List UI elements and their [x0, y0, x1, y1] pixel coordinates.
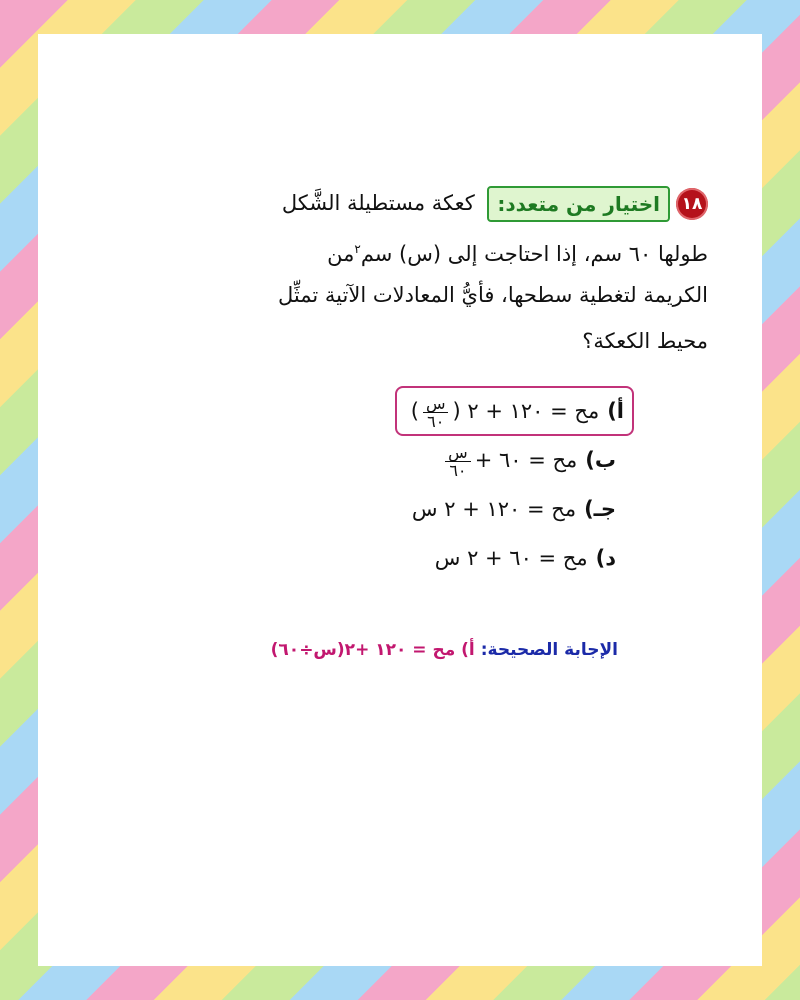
option-letter: ب) — [585, 448, 616, 472]
question-line-1 — [188, 180, 708, 226]
option-text: مح = ٦٠ + ٢ س — [434, 546, 588, 570]
question-line-2 — [188, 226, 708, 272]
question-text-2a: طولها ٦٠ سم، إذا احتاجت إلى (س) سم — [360, 242, 708, 266]
answer-value: أ) مح = ١٢٠ +٢(س÷٦٠) — [270, 640, 475, 660]
option-b[interactable] — [395, 436, 624, 485]
correct-answer — [271, 640, 618, 660]
option-text-tail: ) — [410, 399, 419, 423]
options-list — [395, 386, 624, 583]
fraction-denominator: ٦٠ — [449, 460, 467, 480]
question-text-1: كعكة مستطيلة الشَّكل — [281, 191, 475, 215]
answer-label: الإجابة الصحيحة: — [480, 640, 618, 660]
question-type-tag: اختيار من متعدد: — [487, 186, 670, 222]
option-d[interactable] — [395, 534, 624, 583]
question-line-4: محيط الكعكة؟ — [582, 329, 708, 353]
question-block — [188, 180, 708, 364]
option-letter: د) — [595, 546, 616, 570]
fraction-numerator: س — [445, 444, 471, 462]
superscript-two: ٢ — [354, 242, 361, 256]
fraction-numerator: س — [423, 395, 449, 413]
fraction-denominator: ٦٠ — [427, 411, 445, 431]
fraction — [423, 395, 449, 430]
option-c[interactable] — [395, 485, 624, 534]
option-a[interactable] — [395, 386, 634, 436]
option-text: مح = ١٢٠ + ٢ س — [411, 497, 577, 521]
question-line-3: الكريمة لتغطية سطحها، فأيُّ المعادلات الآتية تمثِّل — [278, 283, 708, 307]
question-number-badge: ١٨ — [676, 188, 708, 220]
option-text: مح = ١٢٠ + ٢ ( — [452, 399, 600, 423]
option-letter: جـ) — [584, 497, 616, 521]
option-text: مح = ٦٠ + — [474, 448, 578, 472]
fraction — [445, 444, 471, 479]
option-letter: أ) — [607, 399, 624, 423]
question-text-2b: من — [327, 242, 355, 266]
option-a-row — [395, 386, 624, 436]
